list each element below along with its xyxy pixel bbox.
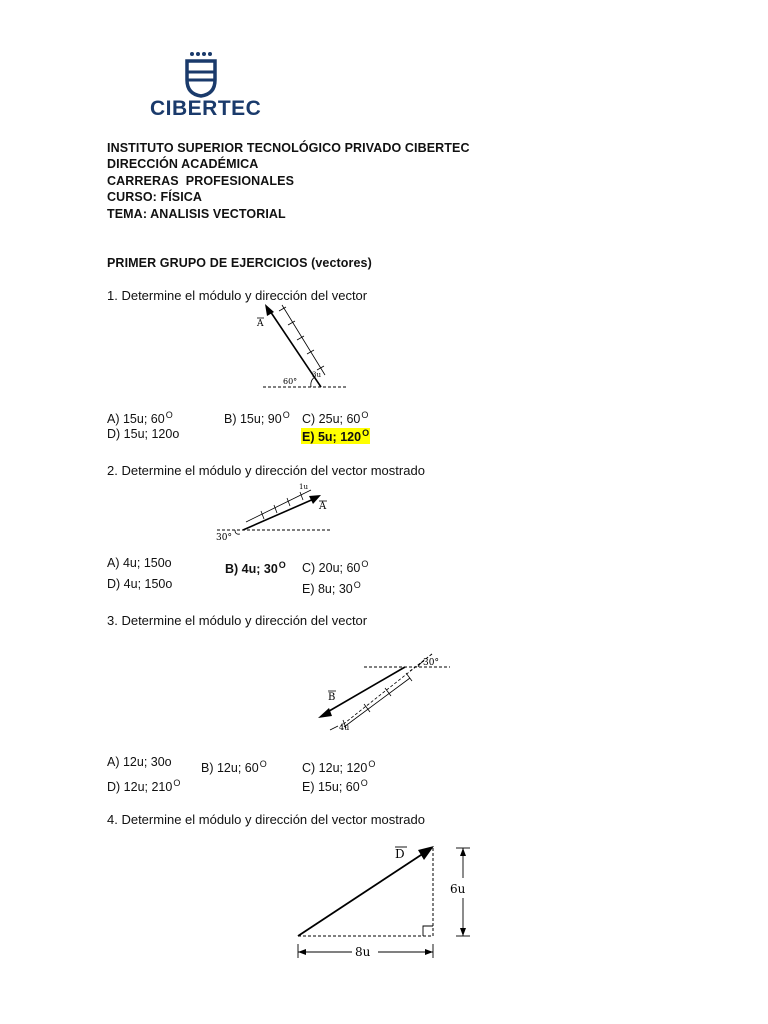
question-3-figure bbox=[310, 648, 455, 743]
header-careers: CARRERAS PROFESIONALES bbox=[107, 174, 295, 188]
section-title: PRIMER GRUPO DE EJERCICIOS (vectores) bbox=[107, 256, 372, 270]
shield-icon bbox=[183, 50, 219, 98]
q2-option-b: B) 4u; $30^O$ bbox=[225, 560, 286, 576]
question-1-figure bbox=[255, 300, 355, 395]
q3-option-a: A) 12u; 30o bbox=[107, 755, 172, 769]
question-2-figure bbox=[213, 478, 338, 548]
q3-option-e: E) 15u; $60^O$ bbox=[302, 778, 368, 794]
q1-option-a: A) 15u; $60^O$ bbox=[107, 410, 173, 426]
q2-option-a: A) 4u; 150o bbox=[107, 556, 172, 570]
logo-wordmark: CIBERTEC bbox=[150, 97, 262, 120]
q2-option-e: E) 8u; $30^O$ bbox=[302, 580, 361, 596]
q3-angle-label: 30° bbox=[423, 658, 439, 668]
q1-angle-label: 60° bbox=[283, 377, 298, 386]
q1-option-d: D) 15u; 120o bbox=[107, 427, 180, 441]
header-direction: DIRECCIÓN ACADÉMICA bbox=[107, 157, 259, 171]
q2-unit-label: 1u bbox=[299, 483, 308, 491]
q2-option-c: C) 20u; $60^O$ bbox=[302, 559, 369, 575]
question-4-figure bbox=[292, 838, 477, 963]
q1-option-c: C) 25u; $60^O$ bbox=[302, 410, 369, 426]
q2-option-d: D) 4u; 150o bbox=[107, 577, 173, 591]
q3-unit-label: 4u bbox=[339, 723, 350, 732]
q3-option-d: D) 12u; $210^O$ bbox=[107, 778, 181, 794]
q1-option-e-highlighted: E) 5u; $120^O$ bbox=[302, 428, 370, 444]
q4-base-label: 8u bbox=[355, 945, 371, 959]
header-institution: INSTITUTO SUPERIOR TECNOLÓGICO PRIVADO CIBERTEC bbox=[107, 141, 470, 155]
q1-vector-label: A bbox=[257, 319, 264, 329]
question-4-prompt: 4. Determine el módulo y dirección del vector mostrado bbox=[107, 812, 425, 827]
q1-option-b: B) 15u; $90^O$ bbox=[224, 410, 290, 426]
q4-height-label: 6u bbox=[450, 882, 466, 896]
header-topic: TEMA: ANALISIS VECTORIAL bbox=[107, 207, 286, 221]
q4-vector-label: D bbox=[395, 847, 405, 861]
q1-unit-label: 3u bbox=[312, 371, 321, 379]
header-course: CURSO: FÍSICA bbox=[107, 190, 203, 204]
question-3-prompt: 3. Determine el módulo y dirección del vector bbox=[107, 613, 368, 628]
q2-angle-label: 30° bbox=[216, 533, 232, 543]
question-2-prompt: 2. Determine el módulo y dirección del vector mostrado bbox=[107, 463, 425, 478]
question-1-prompt: 1. Determine el módulo y dirección del vector bbox=[107, 288, 368, 303]
q3-option-b: B) 12u; $60^O$ bbox=[201, 759, 267, 775]
q3-option-c: C) 12u; $120^O$ bbox=[302, 759, 376, 775]
q3-vector-label: B bbox=[328, 692, 336, 703]
q2-vector-label: A bbox=[319, 501, 327, 512]
